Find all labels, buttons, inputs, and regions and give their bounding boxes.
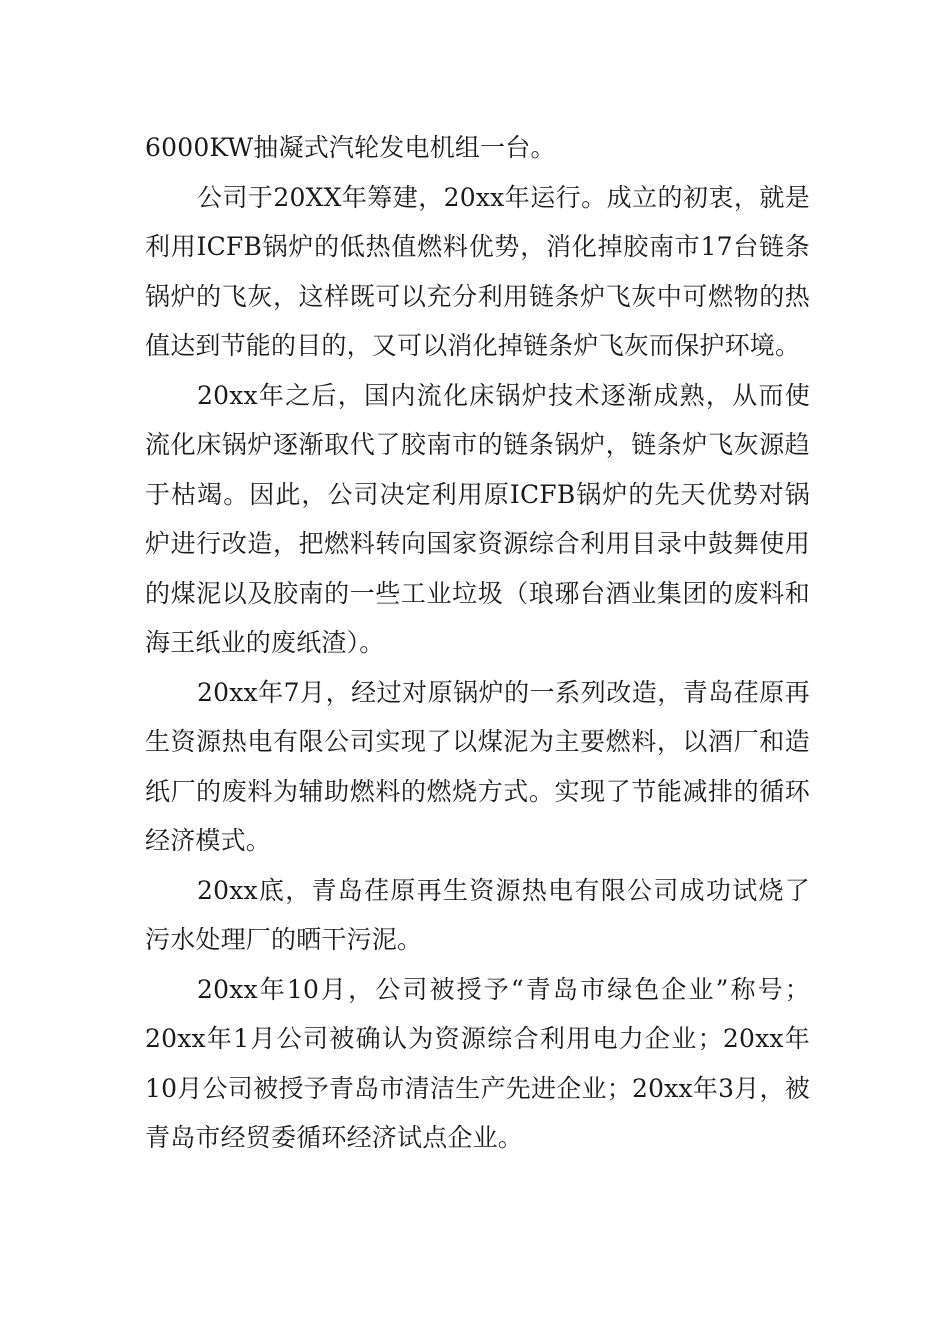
paragraph-company-founding: 公司于20XX年筹建，20xx年运行。成立的初衷，就是利用ICFB锅炉的低热值燃料优势，消化掉胶南市17台链条锅炉的飞灰，这样既可以充分利用链条炉飞灰中可燃物的热值达到节能的目的，又可以消化掉链条炉飞灰而保护环境。 — [145, 182, 810, 360]
paragraph-boiler-retrofit: 20xx年之后，国内流化床锅炉技术逐渐成熟，从而使流化床锅炉逐渐取代了胶南市的链条锅炉，链条炉飞灰源趋于枯竭。因此，公司决定利用原ICFB锅炉的先天优势对锅炉进行改造，把燃料转向国家资源综合利用目录中鼓舞使用的煤泥以及胶南的一些工业垃圾（琅琊台酒业集团的废料和海王纸业的废纸渣）。 — [145, 380, 810, 657]
paragraph-fuel-transition: 20xx年7月，经过对原锅炉的一系列改造，青岛荏原再生资源热电有限公司实现了以煤泥为主要燃料，以酒厂和造纸厂的废料为辅助燃料的燃烧方式。实现了节能减排的循环经济模式。 — [145, 677, 810, 855]
paragraph-honors: 20xx年10月，公司被授予“青岛市绿色企业”称号；20xx年1月公司被确认为资源综合利用电力企业；20xx年10月公司被授予青岛市清洁生产先进企业；20xx年3月，被青岛市经贸委循环经济试点企业。 — [145, 974, 810, 1152]
document-body — [145, 123, 810, 1163]
paragraph-sludge-trial: 20xx底，青岛荏原再生资源热电有限公司成功试烧了污水处理厂的晒干污泥。 — [145, 875, 810, 954]
paragraph-continuation: 6000KW抽凝式汽轮发电机组一台。 — [145, 133, 556, 162]
